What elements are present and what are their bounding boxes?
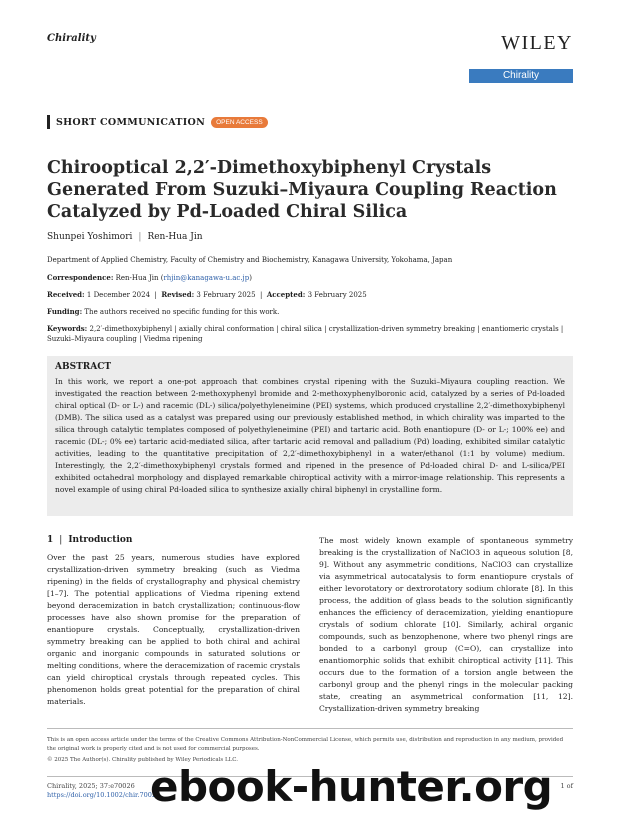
funding-statement: Funding: The authors received no specific funding for this work. <box>47 307 280 316</box>
citation: Chirality, 2025; 37:e70026 <box>47 782 135 790</box>
publisher-logo: WILEY <box>501 32 573 54</box>
article-title: Chirooptical 2,2′-Dimethoxybiphenyl Crystals Generated From Suzuki–Miyaura Coupling Reaction Catalyzed by Pd-Loaded Chiral Silica <box>47 158 557 222</box>
body-text-left: Over the past 25 years, numerous studies have explored crystallization-driven symmetry breaking (such as Viedma ripening) in the fields of crystallography and physical chemistry [1–7]. The potential applications of Viedma ripening extend beyond deracemization in batch crystallization; continuous-flow processes have also shown promise for the preparation of enantiopure crystals. Conceptually, crystallization-driven symmetry breaking can be applied to both chiral and achiral organic and inorganic compounds in saturated solutions or melting conditions, where the deracemization of racemic crystals can yield chiroptical crystals through repeated cycles. This phenomenon holds great potential for the preparation of chiral materials. <box>47 553 300 706</box>
copyright-text: © 2025 The Author(s). Chirality published by Wiley Periodicals LLC. <box>47 757 239 763</box>
author-list: Shunpei Yoshimori | Ren-Hua Jin <box>47 232 203 242</box>
affiliation: Department of Applied Chemistry, Faculty of Chemistry and Biochemistry, Kanagawa University, Yokohama, Japan <box>47 256 453 264</box>
journal-name: Chirality <box>47 33 96 44</box>
correspondence: Correspondence: Ren-Hua Jin (rhjin@kanagawa-u.ac.jp) <box>47 273 252 282</box>
section-heading: 1 | Introduction <box>47 535 133 545</box>
author-name[interactable]: Shunpei Yoshimori <box>47 232 133 242</box>
author-name[interactable]: Ren-Hua Jin <box>147 232 203 242</box>
abstract-box <box>47 356 573 516</box>
article-type-row <box>47 115 268 129</box>
page-number: 1 of <box>560 782 573 790</box>
section-marker <box>47 115 50 129</box>
license-text: This is an open access article under the terms of the Creative Commons Attribution-NonCommercial License, which permits use, distribution and reproduction in any medium, provided the original work is properly cited and is not used for commercial purposes. <box>47 737 564 752</box>
abstract-heading: ABSTRACT <box>55 362 112 372</box>
doi-link[interactable]: https://doi.org/10.1002/chir.70026 <box>47 791 161 799</box>
article-dates: Received: 1 December 2024 | Revised: 3 February 2025 | Accepted: 3 February 2025 <box>47 290 367 299</box>
body-text-right: The most widely known example of spontaneous symmetry breaking is the crystallization of NaClO3 in aqueous solution [8, 9]. Without any asymmetric conditions, NaClO3 can crystallize via asymmetrical autocatalysis to form enantiopure crystals of either levorotatory or dextrorotatory sodium chlorate [8]. In this process, the addition of glass beads to the solution significantly enhances the efficiency of deracemization, yielding enantiopure crystals of sodium chlorate [10]. Similarly, achiral organic compounds, such as benzophenone, where two phenyl rings are bonded to a carbonyl group (C=O), can crystallize into enantiomorphic solids that exhibit chiroptical activity [11]. This occurs due to the formation of a torsion angle between the carbonyl group and the phenyl rings in the molecular packing state, creating an asymmetrical conformation [11, 12]. Crystallization-driven symmetry breaking <box>319 536 573 713</box>
watermark: ebook-hunter.org <box>150 762 553 811</box>
keywords: Keywords: 2,2′-dimethoxybiphenyl | axially chiral conformation | chiral silica | crystallization-driven symmetry breaking | enantiomeric crystals | Suzuki–Miyaura coupling | Viedma ripening <box>47 324 564 343</box>
footer-divider <box>47 728 573 729</box>
open-access-badge[interactable]: OPEN ACCESS <box>211 117 268 128</box>
journal-badge[interactable]: Chirality <box>469 69 573 83</box>
abstract-text: In this work, we report a one-pot approach that combines crystal ripening with the Suzuki–Miyaura coupling reaction. We investigated the reaction between 2-methoxyphenyl bromide and 2-methoxyphenylboronic acid, catalyzed by a series of Pd-loaded chiral optical (D- or L-) and racemic (DL-) silica/polyethyleneimine (PEI) systems, which produced crystalline 2,2′-dimethoxybiphenyl (DMB). The silica used as a catalyst was prepared using our previously established method, in which chirality was imparted to the silica through catalytic templates composed of polyethyleneimine (PEI) and tartaric acid. Both enantiopure (D- or L-; 100% ee) and racemic (DL-; 0% ee) tartaric acid-mediated silica, after tartaric acid removal and palladium (Pd) loading, exhibited similar catalytic activities, leading to the quantitative precipitation of 2,2′-dimethoxybiphenyl in a water/ethanol (1:1 by volume) medium. Interestingly, the 2,2′-dimethoxybiphenyl crystals formed and ripened in the presence of Pd-loaded chiral D- and L-silica/PEI exhibited octahedral morphology and displayed remarkable chiroptical activity with a mirror-image relationship. This represents a novel example of using chiral Pd-loaded silica to synthesize axially chiral biphenyl in crystalline form. <box>55 377 565 494</box>
article-type-label: SHORT COMMUNICATION <box>56 116 206 128</box>
email-link[interactable]: rhjin@kanagawa-u.ac.jp <box>163 274 250 282</box>
